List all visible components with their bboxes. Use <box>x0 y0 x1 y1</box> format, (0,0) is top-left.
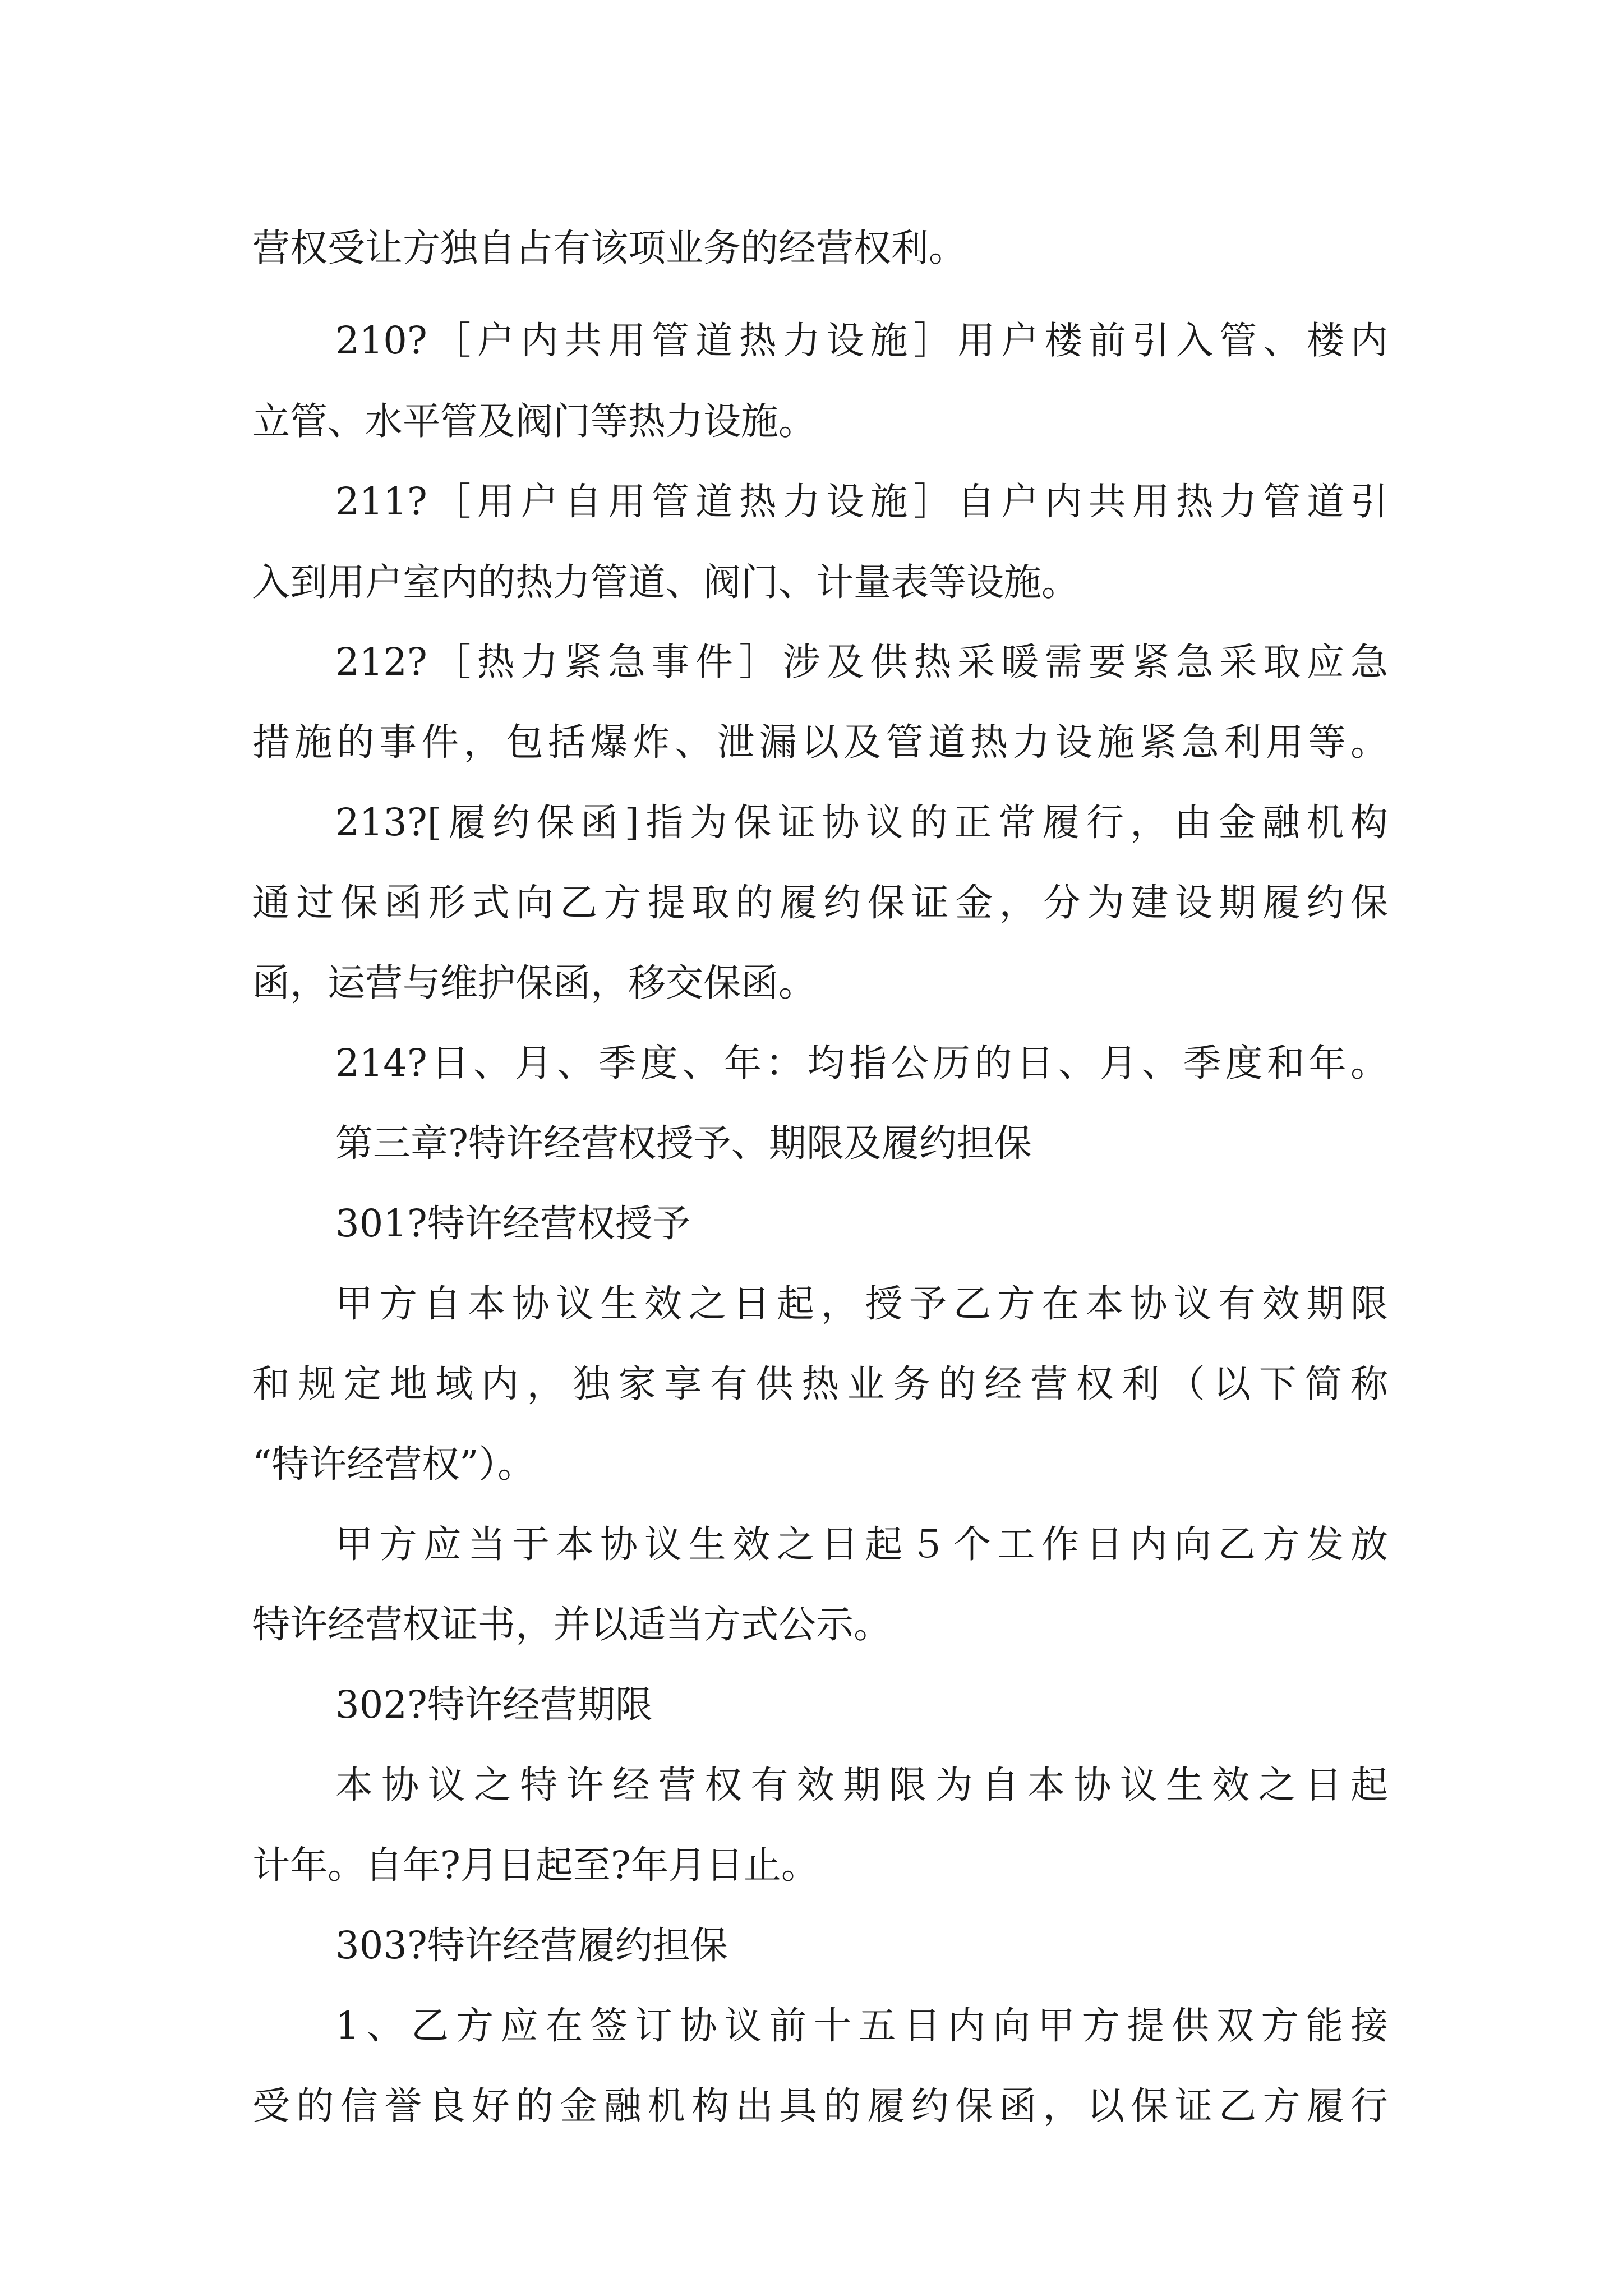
text-line: 受的信誉良好的金融机构出具的履约保函，以保证乙方履行 <box>252 2084 1388 2128</box>
text-line: 甲方应当于本协议生效之日起５个工作日内向乙方发放 <box>335 1522 1388 1566</box>
text-line: 立管、水平管及阀门等热力设施。 <box>252 399 816 443</box>
text-line: 函，运营与维护保函，移交保函。 <box>252 961 816 1005</box>
text-line: 214?日、月、季度、年：均指公历的日、月、季度和年。 <box>335 1041 1388 1085</box>
text-line: 1、乙方应在签订协议前十五日内向甲方提供双方能接 <box>335 2004 1388 2047</box>
text-line: 甲方自本协议生效之日起，授予乙方在本协议有效期限 <box>335 1282 1388 1326</box>
text-line: 和规定地域内，独家享有供热业务的经营权利（以下简称 <box>252 1362 1388 1406</box>
text-line: 212?［热力紧急事件］涉及供热采暖需要紧急采取应急 <box>335 640 1388 684</box>
section-heading: 301?特许经营权授予 <box>335 1202 690 1245</box>
text-line: 本协议之特许经营权有效期限为自本协议生效之日起 <box>335 1763 1388 1807</box>
text-line: 211?［用户自用管道热力设施］自户内共用热力管道引 <box>335 480 1388 523</box>
chapter-heading: 第三章?特许经营权授予、期限及履约担保 <box>335 1121 1032 1165</box>
text-line: 计年。自年?月日起至?年月日止。 <box>252 1843 819 1887</box>
text-line: 入到用户室内的热力管道、阀门、计量表等设施。 <box>252 560 1079 604</box>
text-line: 营权受让方独自占有该项业务的经营权利。 <box>252 226 966 270</box>
text-line: 特许经营权证书，并以适当方式公示。 <box>252 1603 891 1646</box>
text-line: “特许经营权”）。 <box>252 1442 536 1486</box>
text-line: 210?［户内共用管道热力设施］用户楼前引入管、楼内 <box>335 319 1388 362</box>
text-line: 213?[履约保函]指为保证协议的正常履行，由金融机构 <box>335 800 1388 844</box>
section-heading: 303?特许经营履约担保 <box>335 1924 728 1967</box>
section-heading: 302?特许经营期限 <box>335 1683 653 1727</box>
text-line: 通过保函形式向乙方提取的履约保证金，分为建设期履约保 <box>252 881 1388 924</box>
text-line: 措施的事件，包括爆炸、泄漏以及管道热力设施紧急利用等。 <box>252 720 1388 764</box>
